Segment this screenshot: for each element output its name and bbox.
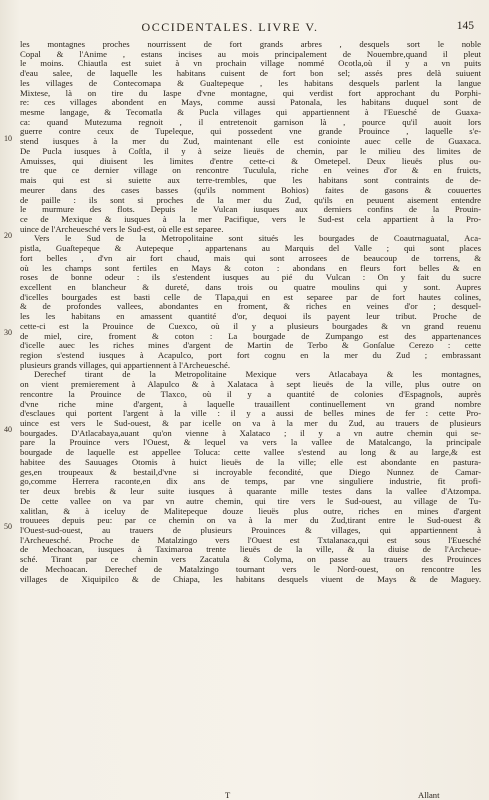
text-line: on vient premierement à Alapulco & à Xalataca à sept lieuës de la ville, plus outre on [20, 380, 481, 390]
running-head: OCCIDENTALES. LIVRE V. [141, 20, 319, 34]
margin-line-number: 10 [4, 134, 12, 143]
text-line: de Mechoacan, iusques à Taximaroa trente lieuës de la ville, & la diuise de l'Archeue- [20, 545, 481, 555]
text-line: mais qui est si suiette aux terre-trembles, que les habitans sont contraints de de- [20, 176, 481, 186]
text-line: d'icelles bourgades est basti celle de Tlapa,qui en est separee par de fort hautes colines, [20, 292, 481, 302]
text-line: pistla, Guaſtepeque & Autepeque , appartenans au Marquis del Valle ; qui sont places [20, 244, 481, 254]
margin-line-number: 40 [4, 425, 12, 434]
text-line: de Mechoacan. Derechef de Matalzingo tournant vers le Nord-ouest, on rencontre les [20, 564, 481, 574]
text-line: où les champs sont fertiles en Mays & coton : abondans en fleurs fort belles & en [20, 263, 481, 273]
text-line: le murmure des flots. Depuis le Vulcan iusques aux derniers confins de la Prouin- [20, 205, 481, 215]
text-line: plusieurs grands villages, qui appartiennent à l'Archeuesché. [20, 360, 230, 370]
text-line: ce de Mexique & iusques à la mer Pacifique, vers le Sud-est cela appartient à la Pro- [20, 214, 481, 224]
text-line: l'Archeuesché. Proche de Matalzingo vers l'Ouest est Txtalanaca,qui est sous l'Euesché [20, 535, 481, 545]
text-line: ca: quand Mutezuma regnoit , il entretenoit garnison là , pource qu'il auoit lors [20, 117, 481, 127]
text-line: stend iusques à la mer du Zud, maintenant elle est coniointe auec celle de Guaxaca. [20, 137, 481, 147]
text-line: sché. Tirant par ce chemin vers Zacatula & Colyma, on passe au trauers des Prouinces [20, 555, 481, 565]
catchword: Allant [418, 790, 440, 800]
text-line: d'vne riche mine d'argent, à laquelle trauaillent continuellement vn grand nombre [20, 399, 481, 409]
text-line: ter deux brebis & leur suite iusques à quarante mille testes dans la vallee d'Atzompa. [20, 487, 481, 497]
text-line: roses de bonne odeur : ils s'estendent iusques au pié du Vulcan : On y fait du sucre [20, 273, 481, 283]
text-line: Amuisses, qui diuisent les limites d'entre cette-ci & Ometepel. Deux lieuës plus ou- [20, 156, 481, 166]
text-line: les montagnes proches nourrissent de fort grands arbres , desquels sort le noble [20, 40, 481, 49]
text-line: rencontre la Prouince de Tlaxco, où il y a quantité de colonies d'Espagnols, auprès [20, 389, 481, 399]
text-line: villages de Xiquipilco & de Chiapa, les habitans desquels viuent de Mays & de Maguey. [20, 574, 481, 584]
text-line: & de profondes vallees, abondantes en froment, & riches en veines d'or ; desquel- [20, 302, 481, 312]
text-line: go,comme Herrera raconte,en dix ans de temps, par vne singuliere industrie, fit profi- [20, 477, 481, 487]
text-line: fort belles , d'vn air fort chaud, mais qui sont arrosees de beaucoup de torrens, & [20, 253, 481, 263]
text-line: pare la Prouince vers l'Ouest, & lequel va vers la vallee de Matalcango, la principale [20, 438, 481, 448]
text-line: De Pucla iusques à Coſtla, il y à seize lieuës de chemin, par le milieu des limites de [20, 146, 481, 156]
text-line: les villages de Contecomapa & Gualtepeque , les habitans desquels parlent la langue [20, 78, 481, 88]
text-line: mesme langage, & Tecomatla & Pucla villages qui appartiennent à l'Euesché de Guaxa- [20, 108, 481, 118]
text-line: uince de l'Archeuesché vers le Sud-est, où elle est separee. [20, 224, 224, 234]
text-line: uince est vers le Sud-ouest, & par icelle on va à la mer du Zud, au trauers de plusieurs [20, 419, 481, 429]
margin-line-number: 30 [4, 328, 12, 337]
text-line: les les habitans en amassent quantité d'or, dequoi ils payent leur tribut. Proche de [20, 312, 481, 322]
margin-line-number: 50 [4, 522, 12, 531]
text-line: bourgade de laquelle est appellee Toluca: cette vallee s'estend au long & au large,& est [20, 448, 481, 458]
text-line: trouuees depuis peu: par ce chemin on va à la mer du Zud,tirant entre le Sud-ouest & [20, 516, 481, 526]
text-line: Copal & l'Anime , estans incises au mois principalement de Nouembre,quand il pleut [20, 49, 481, 59]
text-line: d'eau salee, de laquelle les habitans cuisent de fort bon sel; assés pres delà suiuent [20, 69, 481, 79]
text-line: Mixtese, là on tire du Iaspe d'vne montagne, qui verdist fort approchant du Porphi- [20, 88, 481, 98]
text-line: de miel, cire, froment & coton : La bourgade de Zumpango est des appartenances [20, 331, 481, 341]
text-line: bourgades. D'Atlacabaya,auant qu'on vienne à Xalataco ; il y a vn autre chemin qui se- [20, 428, 481, 438]
signature-mark: T [225, 790, 231, 800]
page-number: 145 [456, 20, 474, 32]
text-line: habitee des Sauuages Otomis à huict lieuës de la ville; elle est abondante en pastura- [20, 457, 481, 467]
text-line: de paille : ils sont si proches de la mer du Zud, qu'ils en peuuent aisement entendre [20, 195, 481, 205]
text-line: d'icelle auec les riches mines d'argent de Martin de Terbo & Gonſalue Cerezo : cette [20, 341, 481, 351]
text-line: xalitlan, & à iceluy de Malitepeque douze lieuës plus outre, riches en mines d'argent [20, 506, 481, 516]
text-line: Derechef tirant de la Metropolitaine Mexique vers Atlacabaya & les montagnes, [34, 370, 481, 380]
text-line: Vers le Sud de la Metropolitaine sont situés les bourgades de Coautrnaguatal, Aca- [34, 234, 481, 244]
margin-line-number: 20 [4, 231, 12, 240]
body-text [20, 40, 481, 584]
text-line: ges,en troupeaux & bestail,d'vne si incroyable fecondité, que Diego Nunnez de Camar- [20, 467, 481, 477]
text-line: region s'estend iusques à Acapulco, port fort cognu en la mer du Zud ; embrassant [20, 351, 481, 360]
text-line: re: ces villages abondent en Mays, comme aussi Patonala, les habitans duquel sont de [20, 98, 481, 108]
text-line: meurer dans des cases basses (qu'ils nomment Bohios) faites de gasons & couuertes [20, 185, 481, 195]
text-line: cette-ci est la Prouince de Cuexco, où il y a plusieurs bourgades & vn grand reuenu [20, 321, 481, 331]
text-line: tre que ce dernier village on rencontre Tuculula, riche en veines d'or & en fruicts, [20, 166, 481, 176]
text-line: excellent en blancheur & dureté, dans trois ou quatre moulins qui y sont. Aupres [20, 282, 481, 292]
text-line: guerre contre ceux de Tupeleque, qui possedent vne grande Prouince , laquelle s'e- [20, 127, 481, 137]
text-line: De cette vallee on va par vn autre chemin, qui tire vers le Sud-ouest, au village de Tu- [20, 496, 481, 506]
text-line: le moins. Chiautla est suiet à vn prochain village nommé Ocotla,où il y a vn puits [20, 59, 481, 69]
text-line: d'esclaues qui portent l'argent à la ville : il y a aussi de belles mines de fer : cette Pro- [20, 409, 481, 419]
text-line: l'Ouest-sud-ouest, au trauers de plusieurs Prouinces & villages, qui appartiennent à [20, 525, 481, 535]
